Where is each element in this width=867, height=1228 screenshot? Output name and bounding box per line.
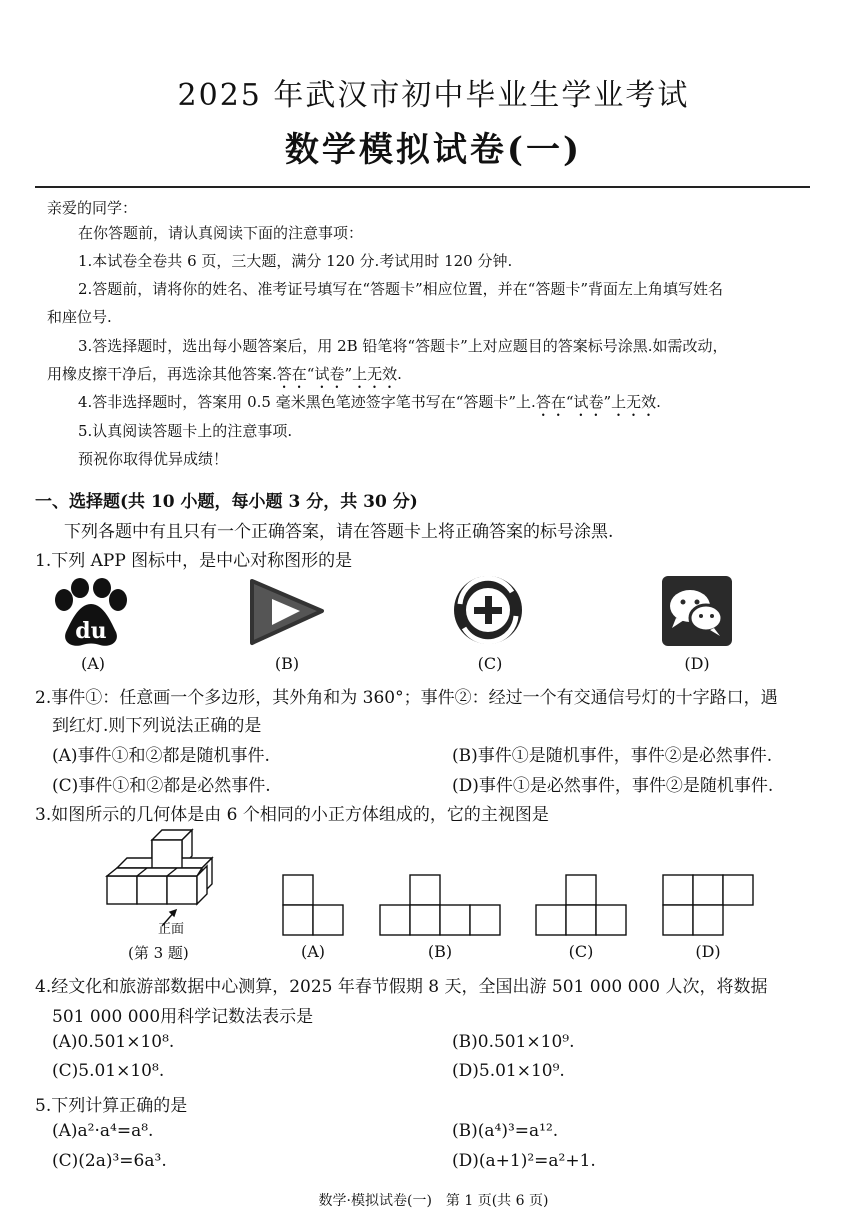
q4-option-a: (A)0.501×10⁸.: [52, 1032, 175, 1052]
notice-item-4-emphasis: 答在“试卷”上无效: [535, 393, 657, 411]
q3-option-a-view: [282, 874, 344, 940]
q4-option-c: (C)5.01×10⁸.: [52, 1061, 165, 1081]
q3-label-c: (C): [568, 942, 594, 961]
q3-option-b-view: [379, 874, 501, 940]
section-1-instruction: 下列各题中有且只有一个正确答案，请在答题卡上将正确答案的标号涂黑.: [64, 522, 614, 542]
play-triangle-icon: [246, 575, 328, 651]
q4-option-b: (B)0.501×10⁹.: [452, 1032, 575, 1052]
q3-label-d: (D): [695, 942, 721, 961]
notice-item-3b-emphasis: 答在“试卷”上无效: [276, 365, 398, 383]
q5-option-c: (C)(2a)³=6a³.: [52, 1151, 167, 1171]
q1-label-c: (C): [477, 654, 503, 673]
notice-item-3a: 3.答选择题时，选出每小题答案后，用 2B 铅笔将“答题卡”上对应题目的答案标号涂黑.如需改动，: [78, 337, 728, 355]
plus-circle-icon: [452, 574, 524, 650]
q5-stem: 5.下列计算正确的是: [35, 1096, 188, 1116]
notice-item-2b: 和座位号.: [47, 308, 112, 326]
notice-intro: 在你答题前，请认真阅读下面的注意事项：: [78, 224, 364, 242]
q3-figure-caption: (第 3 题): [128, 944, 189, 962]
baidu-du-text: du: [75, 618, 107, 644]
q2-option-a: (A)事件①和②都是随机事件.: [52, 746, 270, 766]
wechat-icon: [662, 576, 732, 650]
page-footer: 数学·模拟试卷(一) 第 1 页(共 6 页): [318, 1193, 549, 1209]
q4-stem-2: 501 000 000用科学记数法表示是: [52, 1007, 314, 1027]
q3-label-a: (A): [300, 942, 326, 961]
q4-stem-1: 4.经文化和旅游部数据中心测算，2025 年春节假期 8 天，全国出游 501 000 000 人次，将数据: [35, 977, 768, 997]
exam-title: 2025 年武汉市初中毕业生学业考试: [177, 78, 690, 113]
notice-item-3b-end: .: [397, 365, 402, 383]
q1-label-b: (B): [274, 654, 300, 673]
q5-option-b: (B)(a⁴)³=a¹².: [452, 1121, 559, 1141]
notice-item-4-end: .: [656, 393, 661, 411]
notice-item-2a: 2.答题前，请将你的姓名、准考证号填写在“答题卡”相应位置，并在“答题卡”背面左上角填写姓名: [78, 280, 723, 298]
q4-option-d: (D)5.01×10⁹.: [452, 1061, 565, 1081]
notice-item-3b: [47, 363, 402, 392]
baidu-paw-icon: [52, 578, 132, 652]
q3-front-label: 正面: [158, 922, 185, 937]
q1-stem: 1.下列 APP 图标中，是中心对称图形的是: [35, 551, 353, 571]
q3-stem: 3.如图所示的几何体是由 6 个相同的小正方体组成的，它的主视图是: [35, 805, 549, 825]
q1-label-d: (D): [684, 654, 710, 673]
q5-option-a: (A)a²·a⁴=a⁸.: [52, 1121, 154, 1141]
notice-wish: 预祝你取得优异成绩！: [78, 450, 229, 468]
header-divider: [35, 186, 810, 188]
q1-label-a: (A): [80, 654, 106, 673]
q2-stem-2: 到红灯.则下列说法正确的是: [52, 716, 262, 736]
q3-label-b: (B): [427, 942, 453, 961]
exam-subtitle: 数学模拟试卷(一): [284, 130, 583, 170]
notice-item-4-text: 4.答非选择题时，答案用 0.5 毫米黑色笔迹签字笔书写在“答题卡”上.: [78, 393, 536, 411]
q3-option-d-view: [662, 874, 754, 940]
section-1-heading: 一、选择题(共 10 小题，每小题 3 分，共 30 分): [35, 492, 418, 512]
q2-option-c: (C)事件①和②都是必然事件.: [52, 776, 271, 796]
q5-option-d: (D)(a+1)²=a²+1.: [452, 1151, 596, 1171]
notice-item-3b-text: 用橡皮擦干净后，再选涂其他答案.: [47, 365, 277, 383]
q2-option-d: (D)事件①是必然事件，事件②是随机事件.: [452, 776, 774, 796]
notice-greeting: 亲爱的同学：: [47, 199, 138, 217]
q3-option-c-view: [535, 874, 627, 940]
notice-item-4: [78, 391, 661, 420]
q2-stem-1: 2.事件①：任意画一个多边形，其外角和为 360°；事件②：经过一个有交通信号灯的十字路口，遇: [35, 688, 778, 708]
notice-item-5: 5.认真阅读答题卡上的注意事项.: [78, 422, 293, 440]
notice-item-1: 1.本试卷全卷共 6 页，三大题，满分 120 分.考试用时 120 分钟.: [78, 252, 513, 270]
q2-option-b: (B)事件①是随机事件，事件②是必然事件.: [452, 746, 773, 766]
